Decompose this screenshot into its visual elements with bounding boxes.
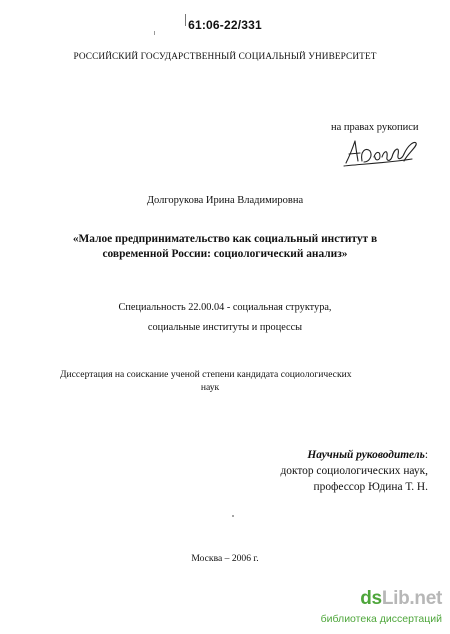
handwritten-signature: [342, 135, 422, 169]
dissertation-degree: [60, 368, 420, 394]
city-year: Москва – 2006 г.: [191, 553, 259, 564]
dslib-tagline: библиотека диссертаций: [320, 613, 442, 625]
scientific-supervisor: [248, 447, 428, 495]
manuscript-rights-label: на правах рукописи: [331, 122, 419, 133]
logo-ds: ds: [360, 588, 382, 609]
specialty-line-1: Специальность 22.00.04 - социальная структура,: [118, 302, 332, 313]
dissertation-title: [60, 232, 390, 262]
title-line-1: «Малое предпринимательство как социальный институт в: [72, 233, 378, 245]
logo-lib: Lib.net: [381, 588, 442, 609]
specialty-line-2: социальные институты и процессы: [147, 322, 303, 333]
degree-line-2: наук: [200, 382, 220, 393]
supervisor-name: профессор Юдина Т. Н.: [313, 481, 428, 493]
specialty: [0, 298, 450, 338]
archive-code: 61:06-22/331: [188, 18, 262, 32]
author-name: Долгорукова Ирина Владимировна: [146, 195, 304, 206]
dslib-logo: [360, 588, 442, 610]
dslib-watermark[interactable]: [320, 588, 448, 630]
supervisor-heading: Научный руководитель: [307, 449, 425, 461]
university-name: РОССИЙСКИЙ ГОСУДАРСТВЕННЫЙ СОЦИАЛЬНЫЙ УНИВЕРСИТЕТ: [73, 52, 377, 62]
degree-line-1: Диссертация на соискание ученой степени кандидата социологических: [60, 369, 352, 380]
title-line-2: современной России: социологический анализ»: [102, 248, 348, 260]
supervisor-degree: доктор социологических наук,: [280, 465, 428, 477]
scan-speck: [232, 515, 234, 517]
supervisor-heading-colon: :: [424, 449, 428, 461]
